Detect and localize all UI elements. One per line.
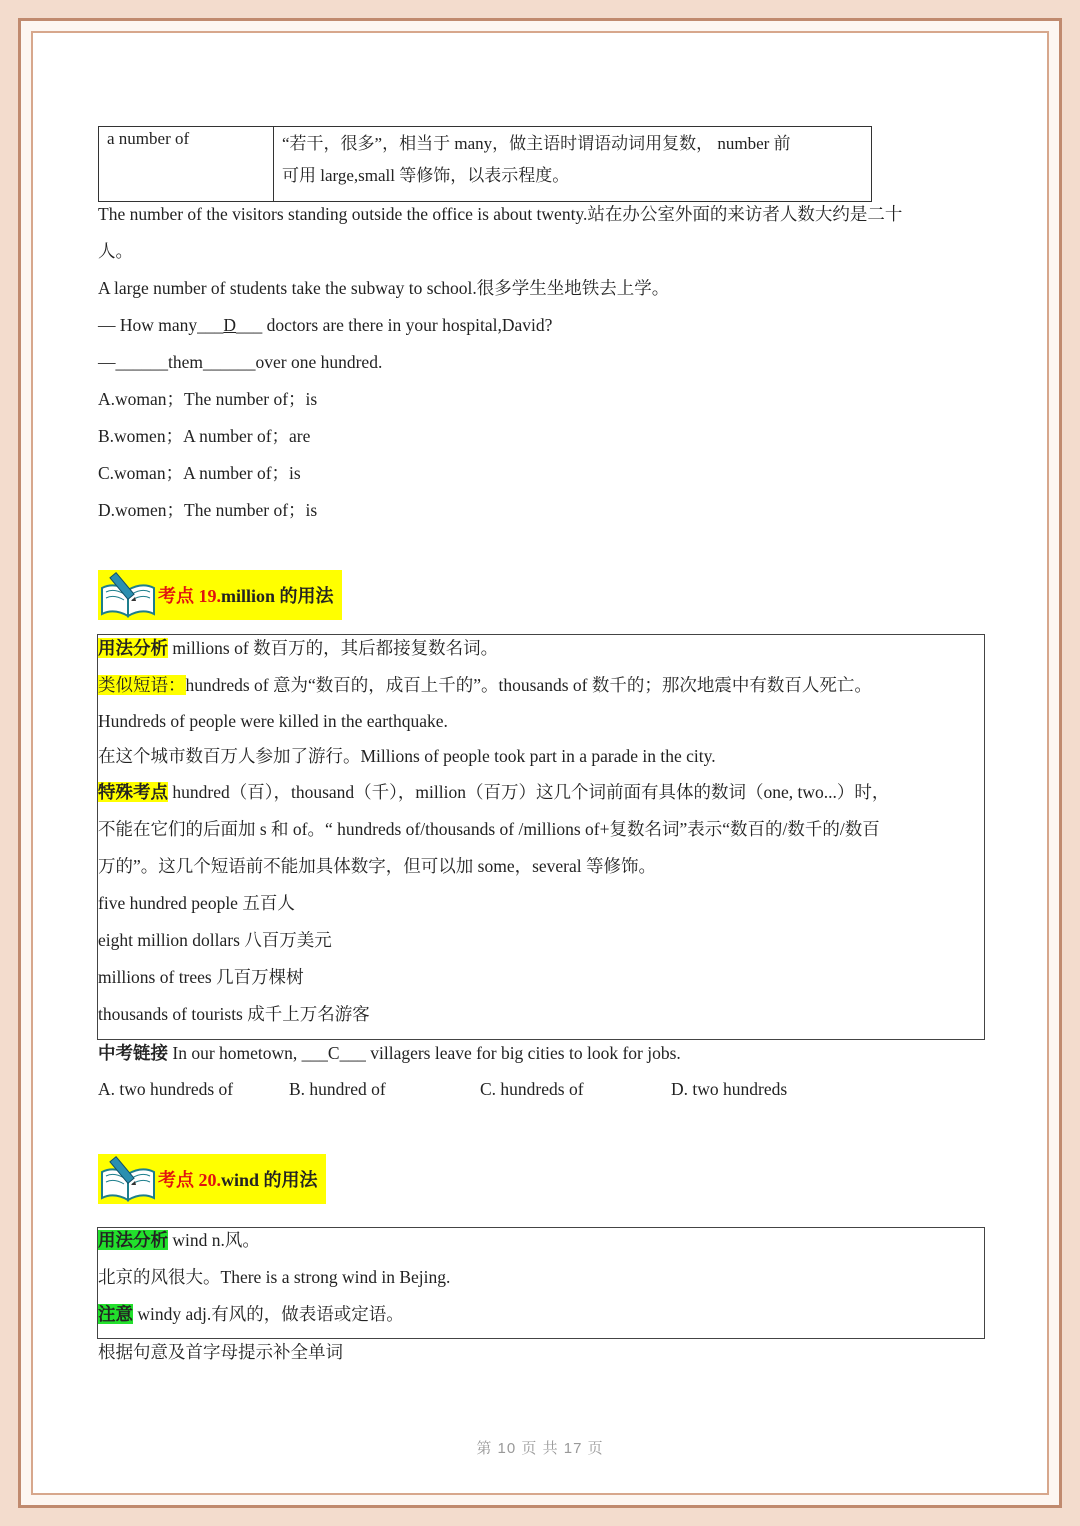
s20-usage-line [98, 1229, 260, 1251]
table-definition-line1: “若干，很多”，相当于 many，做主语时谓语动词用复数， number 前 [282, 134, 791, 153]
option-b: B.women；A number of；are [98, 426, 311, 446]
question-answer: D [223, 315, 237, 335]
section-20-number: 考点 20. [158, 1170, 221, 1190]
usage-label: 用法分析 [98, 638, 168, 658]
s19-usage-line [98, 637, 498, 659]
section-19-title [158, 582, 342, 608]
special-text: hundred（百），thousand（千），million（百万）这几个词前面有具体的数词（one, two...）时， [168, 782, 890, 802]
book-pencil-icon [98, 570, 158, 620]
zhongkao-label: 中考链接 [98, 1043, 168, 1063]
s19-example-2: eight million dollars 八百万美元 [98, 930, 332, 950]
zhongkao-option-d: D. two hundreds [671, 1079, 788, 1099]
question-text-b: ___ doctors are there in your hospital,David? [236, 315, 553, 335]
zhongkao-option-b: B. hundred of [289, 1079, 386, 1099]
section-20-topic: wind 的用法 [221, 1170, 318, 1190]
example-sentence-1: The number of the visitors standing outside the office is about twenty.站在办公室外面的来访者人数大约是二十 [98, 204, 903, 224]
question-line-2: —______them______over one hundred. [98, 352, 383, 372]
s20-line2: 北京的风很大。There is a strong wind in Bejing. [98, 1267, 451, 1287]
usage-label: 用法分析 [98, 1230, 168, 1250]
note-text: windy adj.有风的，做表语或定语。 [133, 1304, 404, 1324]
option-a: A.woman；The number of；is [98, 389, 318, 409]
zhongkao-text-b: ___ villagers leave for big cities to look for jobs. [339, 1043, 681, 1063]
s20-note-line [98, 1303, 404, 1325]
page-number-footer: 第 10 页 共 17 页 [476, 1440, 604, 1457]
s19-special-line [98, 781, 889, 803]
section-19-heading [98, 570, 342, 620]
exercise-instruction: 根据句意及首字母提示补全单词 [98, 1342, 343, 1362]
section-20-title [158, 1166, 326, 1192]
note-label: 注意 [98, 1304, 133, 1324]
zhongkao-option-a: A. two hundreds of [98, 1079, 234, 1099]
usage-text: wind n.风。 [168, 1230, 260, 1250]
definition-table [98, 126, 872, 202]
zhongkao-answer: C [327, 1043, 340, 1063]
special-label: 特殊考点 [98, 782, 168, 802]
section-20-heading [98, 1154, 326, 1204]
s19-line6: 不能在它们的后面加 s 和 of。“ hundreds of/thousands of /millions of+复数名词”表示“数百的/数千的/数百 [98, 819, 880, 839]
table-definition [274, 127, 872, 202]
usage-text: millions of 数百万的，其后都接复数名词。 [168, 638, 499, 658]
s19-example-3: millions of trees 几百万棵树 [98, 967, 304, 987]
s19-line7: 万的”。这几个短语前不能加具体数字，但可以加 some，several 等修饰。 [98, 856, 657, 876]
similar-text: hundreds of 意为“数百的，成百上千的”。thousands of 数千的；那次地震中有数百人死亡。 [185, 675, 872, 695]
example-sentence-2: A large number of students take the subway to school.很多学生坐地铁去上学。 [98, 278, 670, 298]
question-text-a: — How many___ [98, 315, 224, 335]
s19-example-1: five hundred people 五百人 [98, 893, 295, 913]
zhongkao-link-line [98, 1042, 681, 1064]
book-pencil-icon [98, 1154, 158, 1204]
option-d: D.women；The number of；is [98, 500, 318, 520]
example-sentence-1-cont: 人。 [98, 241, 133, 261]
option-c: C.woman；A number of；is [98, 463, 301, 483]
s19-line3: Hundreds of people were killed in the earthquake. [98, 711, 448, 731]
table-term: a number of [99, 127, 274, 202]
s19-similar-line [98, 674, 872, 696]
zhongkao-text-a: In our hometown, ___ [168, 1043, 328, 1063]
question-line-1 [98, 314, 552, 336]
section-19-topic: million 的用法 [221, 586, 334, 606]
table-definition-line2: 可用 large,small 等修饰，以表示程度。 [282, 166, 570, 185]
zhongkao-option-c: C. hundreds of [480, 1079, 584, 1099]
similar-label: 类似短语： [98, 675, 186, 695]
s19-example-4: thousands of tourists 成千上万名游客 [98, 1004, 370, 1024]
section-19-number: 考点 19. [158, 586, 221, 606]
s19-line4: 在这个城市数百万人参加了游行。Millions of people took part in a parade in the city. [98, 746, 716, 766]
